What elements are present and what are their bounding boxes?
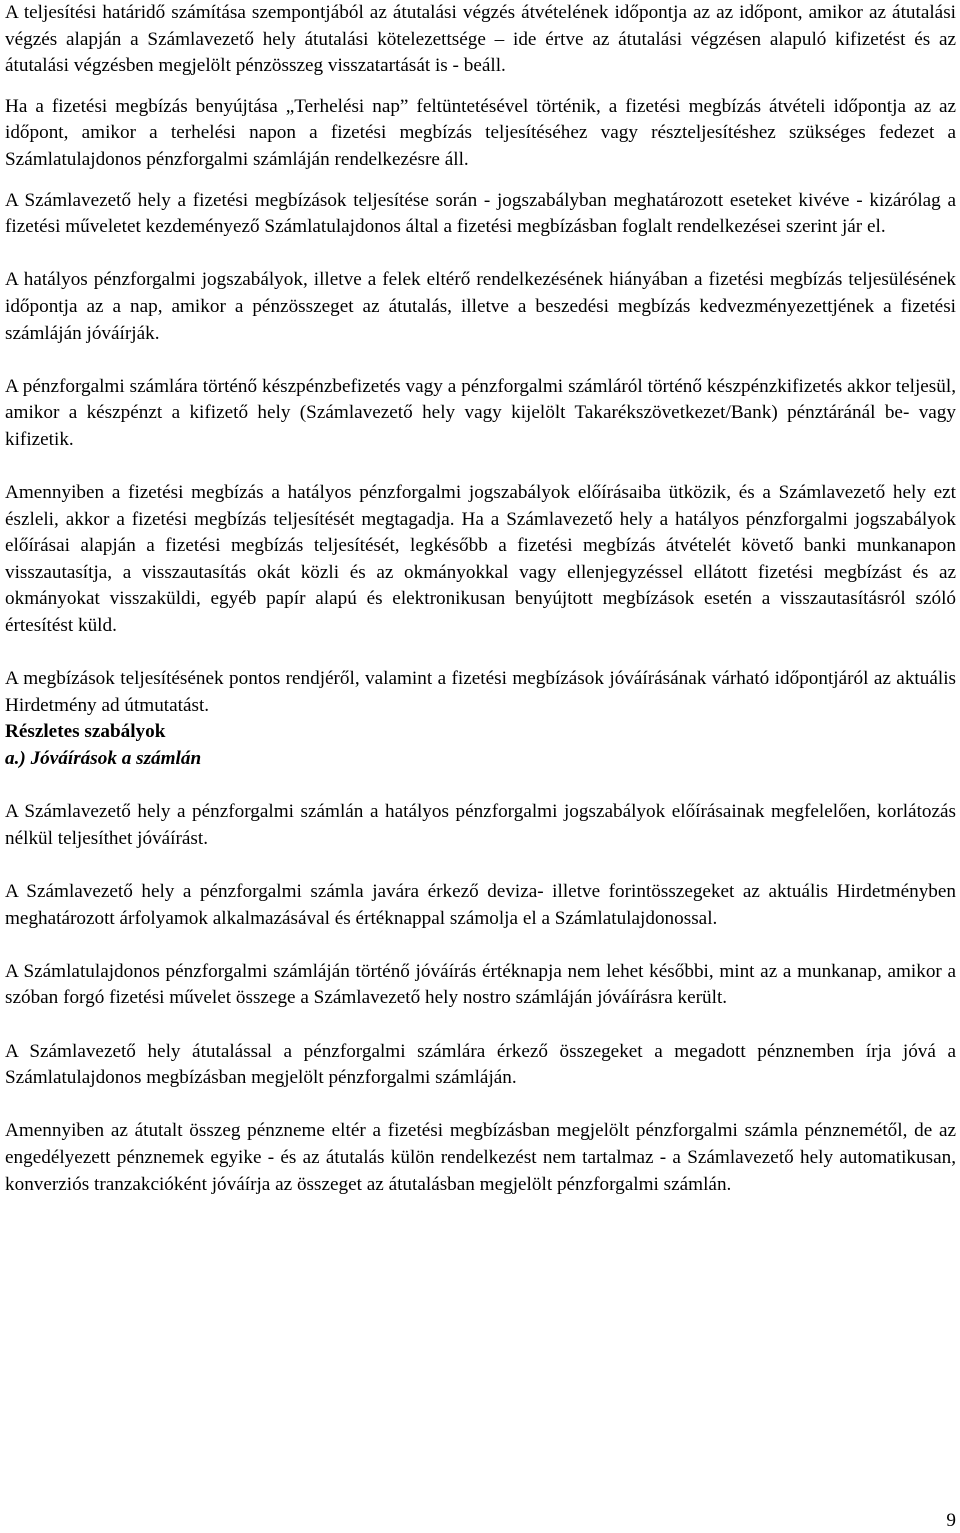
paragraph-announcement-guidance: A megbízások teljesítésének pontos rendjéről, valamint a fizetési megbízások jóváírásának várható időpontjáról az aktuális Hirdetmény ad útmutatást. bbox=[5, 668, 956, 716]
paragraph-completion-date: A hatályos pénzforgalmi jogszabályok, illetve a felek eltérő rendelkezésének hiányában a fizetési megbízás teljesülésének időpontja az a nap, amikor a pénzösszeget az átutalás, illetve a beszedési megbízás kedvezményezettjének a fizetési számláján jóváírják. bbox=[5, 269, 956, 344]
paragraph-account-holder-instructions: A Számlavezető hely a fizetési megbízások teljesítése során - jogszabályban meghatározott eseteket kivéve - kizárólag a fizetési műveletet kezdeményező Számlatulajdonos által a fizetési megbízásban foglalt rendelkezései szerint jár el. bbox=[5, 189, 956, 238]
section-heading: Részletes szabályok bbox=[5, 721, 166, 743]
paragraph-rejection: Amennyiben a fizetési megbízás a hatályos pénzforgalmi jogszabályok előírásaiba ütközik, és a Számlavezető hely ezt észleli, akkor a fizetési megbízás teljesítését megtagadja. Ha a Számlavezető hely a hatályos pénzforgalmi jogszabályok előírásai alapján a fizetési megbízás teljesítését, legkésőbb a fizetési megbízás átvételét követő banki munkanapon visszautasítja, a visszautasítás okát közli és az okmányokkal vagy ellenjegyzéssel ellátott fizetési megbízást és az okmányokat visszaküldi, egyéb papír alapú és elektronikusan benyújtott megbízások esetén a visszautasításról szóló értesítést küld. bbox=[5, 482, 956, 637]
paragraph-currency-conversion: Amennyiben az átutalt összeg pénzneme eltér a fizetési megbízásban megjelölt pénzforgalmi számla pénznemétől, de az engedélyezett pénznemek egyike - és az átutalás külön rendelkezést nem tartalmaz - a Számlavezető hely automatikusan, konverziós tranzakcióként jóváírja az összeget az átutalásban megjelölt pénzforgalmi számlán. bbox=[5, 1120, 956, 1195]
paragraph-debit-day: Ha a fizetési megbízás benyújtása „Terhelési nap” feltüntetésével történik, a fizetési megbízás átvételi időpontja az az időpont, amikor a terhelési napon a fizetési megbízás teljesítéséhez vagy részteljesítéshez szükséges fedezet a Számlatulajdonos pénzforgalmi számláján rendelkezésre áll. bbox=[5, 95, 956, 170]
paragraph-cash-transactions: A pénzforgalmi számlára történő készpénzbefizetés vagy a pénzforgalmi számláról történő készpénzkifizetés akkor teljesül, amikor a készpénzt a kifizető hely (Számlavezető hely vagy kijelölt Takarékszövetkezet/Bank) pénztáránál be- vagy kifizetik. bbox=[5, 375, 956, 450]
paragraph-value-date: A Számlatulajdonos pénzforgalmi számláján történő jóváírás értéknapja nem lehet későbbi, mint az a munkanap, amikor a szóban forgó fizetési művelet összege a Számlavezető hely nostro számláján jóváírásra került. bbox=[5, 960, 956, 1009]
paragraph-settlement-time: A teljesítési határidő számítása szempontjából az átutalási végzés átvételének időpontja az az időpont, amikor az átutalási végzés alapján a Számlavezető hely átutalási kötelezettsége – ide értve az átutalási végzésen alapuló kifizetést és az átutalási végzésben megjelölt pénzösszeg visszatartását is - beáll. bbox=[5, 2, 956, 77]
paragraph-credit-unrestricted: A Számlavezető hely a pénzforgalmi számlán a hatályos pénzforgalmi jogszabályok előírásainak megfelelően, korlátozás nélkül teljesíthet jóváírást. bbox=[5, 801, 956, 849]
section-subheading: a.) Jóváírások a számlán bbox=[5, 748, 202, 770]
document-page bbox=[5, 0, 956, 1198]
paragraph-exchange-rates: A Számlavezető hely a pénzforgalmi számla javára érkező deviza- illetve forintösszegeket az aktuális Hirdetményben meghatározott árfolyamok alkalmazásával és értéknappal számolja el a Számlatulajdonossal. bbox=[5, 881, 956, 929]
page-number: 9 bbox=[946, 1510, 956, 1531]
paragraph-currency-credit: A Számlavezető hely átutalással a pénzforgalmi számlára érkező összegeket a megadott pénznemben írja jóvá a Számlatulajdonos megbízásban megjelölt pénzforgalmi számláján. bbox=[5, 1040, 956, 1089]
